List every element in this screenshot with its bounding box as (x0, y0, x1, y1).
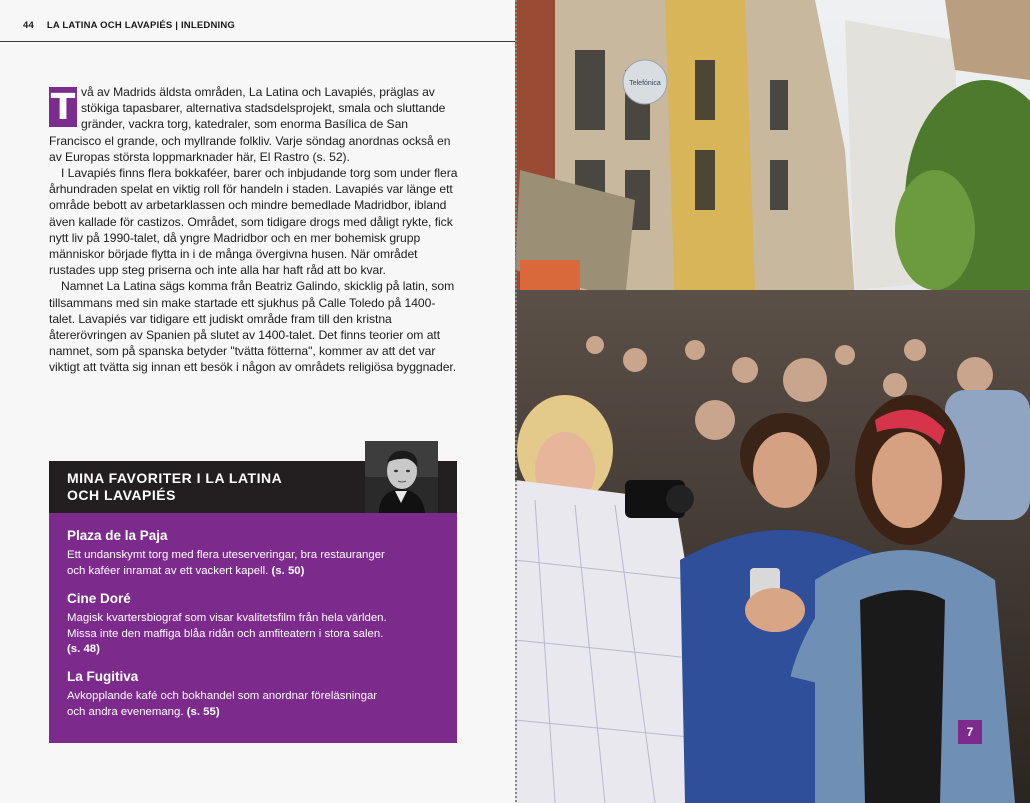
favorites-box (49, 513, 457, 743)
favorites-title-line1: MINA FAVORITER I LA LATINA (67, 470, 283, 486)
favorites-title-line2: OCH LAVAPIÉS (67, 487, 176, 503)
favorite-name: Plaza de la Paja (67, 528, 168, 543)
favorite-desc (67, 611, 447, 658)
favorite-desc-line2 (67, 705, 447, 721)
paragraph-1 (49, 84, 459, 165)
street-photo (515, 0, 1030, 803)
favorite-desc-line2-text: och kaféer inramat av ett vackert kapell. (67, 564, 269, 577)
favorite-name: La Fugitiva (67, 669, 139, 684)
paragraph-1-text: vå av Madrids äldsta områden, La Latina och Lavapiés, präglas av stökiga tapasbarer, alternativa stadsdelsprojekt, smala och sluttande gränder, vackra torg, katedraler, som enorma Basílica de San Francisco el grande, och myllrande folkliv. Varje söndag anordnas också en av Europas största loppmarknader här, El Rastro (s. 52). (49, 85, 451, 164)
favorite-page-ref: (s. 55) (186, 705, 220, 718)
body-text (49, 84, 459, 376)
author-portrait (365, 441, 438, 513)
running-head-title: LA LATINA OCH LAVAPIÉS | INLEDNING (46, 20, 236, 31)
favorite-name: Cine Doré (67, 591, 131, 606)
page-gutter (515, 0, 517, 803)
favorite-item (67, 669, 447, 720)
telefonica-sign: Telefónica (629, 80, 661, 87)
favorite-item (67, 591, 447, 658)
favorite-desc-line1: Magisk kvartersbiograf som visar kvalitetsfilm från hela världen. (67, 612, 387, 624)
page-number-left: 44 (23, 20, 34, 31)
favorite-desc (67, 689, 447, 720)
favorite-desc-line2 (67, 564, 447, 580)
page-number-right: 7 (958, 720, 982, 744)
favorite-page-ref: (s. 48) (67, 643, 100, 656)
favorite-desc-line1: Avkopplande kafé och bokhandel som anordnar föreläsningar (67, 690, 378, 702)
paragraph-3: Namnet La Latina sägs komma från Beatriz Galindo, skicklig på latin, som tillsammans med sin make startade ett sjukhus på Calle Toledo på 1400-talet. Lavapiés var tidigare ett judiskt område fram till den kristna återerövringen av Spanien på slutet av 1400-talet. Det finns teorier om att namnet, som på spanska betyder "tvätta fötterna", kommer av att det var viktigt att tvätta sig innan ett besök i någon av områdets religiösa byggnader. (49, 279, 457, 375)
favorite-desc-line2: Missa inte den maffiga blåa ridån och amfiteatern i stora salen. (67, 627, 384, 640)
running-head (23, 20, 235, 31)
favorite-page-ref: (s. 50) (271, 564, 305, 577)
favorite-desc-line1: Ett undanskymt torg med flera uteserveringar, bra restauranger (67, 549, 385, 561)
dropcap: T (50, 87, 76, 128)
paragraph-2: I Lavapiés finns flera bokkaféer, barer och inbjudande torg som under flera århundraden spelat en viktig roll för handeln i staden. Lavapiés var länge ett område bebott av arbetarklassen och mindre bemedlade Madridbor, ibland även kallade för castizos. Området, som tidigare drogs med dåligt rykte, fick nytt liv på 1990-talet, då yngre Madridbor och en mer bohemisk grupp människor började flytta in i de många övergivna husen. När området rustades upp steg priserna och inte alla har haft råd att bo kvar. (49, 166, 458, 278)
favorite-desc-line2-text: och andra evenemang. (67, 705, 184, 718)
favorites-title (67, 470, 327, 504)
favorite-item (67, 528, 447, 579)
running-head-rule (0, 41, 515, 42)
favorite-desc (67, 548, 447, 579)
